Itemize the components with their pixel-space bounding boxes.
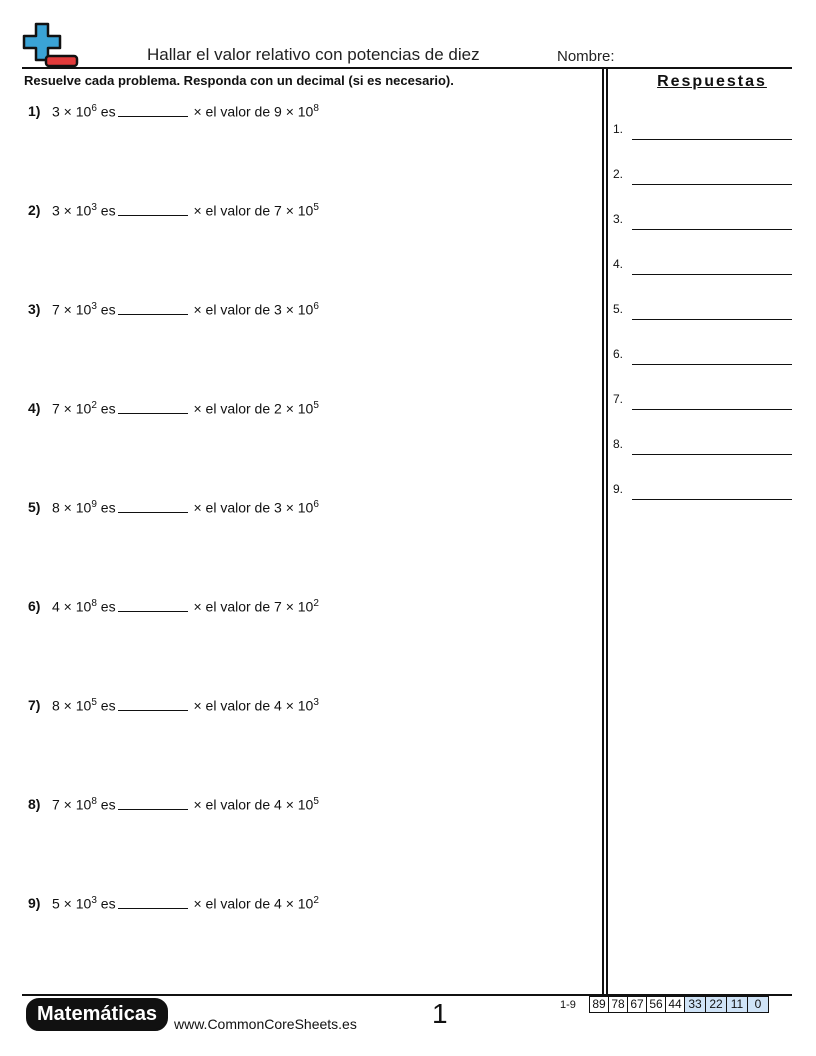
base-b: 9 × 10 — [274, 103, 314, 120]
exponent-a: 3 — [91, 202, 97, 213]
exponent-a: 5 — [91, 697, 97, 708]
relation-text: × el valor de — [193, 598, 271, 615]
relation-text: × el valor de — [193, 400, 271, 417]
exponent-a: 3 — [91, 301, 97, 312]
answer-underline — [632, 274, 792, 275]
relation-text: × el valor de — [193, 301, 271, 318]
answer-blank[interactable] — [118, 797, 188, 810]
base-b: 3 × 10 — [274, 301, 314, 318]
base-a: 5 × 10 — [52, 895, 92, 912]
relation-text: × el valor de — [193, 499, 271, 516]
exponent-a: 3 — [91, 895, 97, 906]
problem-number: 7) — [28, 697, 41, 713]
answer-blank[interactable] — [118, 203, 188, 216]
brand-badge: Matemáticas — [26, 998, 168, 1031]
answers-title: Respuestas — [657, 73, 767, 90]
answer-underline — [632, 229, 792, 230]
answer-blank[interactable] — [118, 599, 188, 612]
answer-line[interactable] — [613, 392, 792, 410]
exponent-b: 2 — [313, 895, 319, 906]
relation-text: × el valor de — [193, 202, 271, 219]
answer-blank[interactable] — [118, 698, 188, 711]
answer-number: 1. — [613, 122, 624, 136]
base-b: 2 × 10 — [274, 400, 314, 417]
exponent-b: 6 — [313, 301, 319, 312]
problem-row — [28, 895, 319, 912]
base-b: 4 × 10 — [274, 697, 314, 714]
answer-underline — [632, 454, 792, 455]
base-a: 3 × 10 — [52, 202, 92, 219]
answer-underline — [632, 319, 792, 320]
answer-number: 5. — [613, 302, 624, 316]
exponent-a: 8 — [91, 598, 97, 609]
score-cell: 44 — [665, 996, 685, 1013]
exponent-b: 2 — [313, 598, 319, 609]
base-b: 4 × 10 — [274, 796, 314, 813]
problem-number: 4) — [28, 400, 41, 416]
connector-text: es — [100, 103, 116, 120]
problem-row — [28, 697, 319, 714]
problem-row — [28, 598, 319, 615]
problem-row — [28, 202, 319, 219]
answer-number: 9. — [613, 482, 624, 496]
score-cell: 56 — [646, 996, 666, 1013]
connector-text: es — [100, 499, 116, 516]
column-divider-right — [606, 68, 608, 995]
answer-underline — [632, 409, 792, 410]
problem-number: 2) — [28, 202, 41, 218]
problem-row — [28, 499, 319, 516]
connector-text: es — [100, 301, 116, 318]
base-a: 7 × 10 — [52, 796, 92, 813]
relation-text: × el valor de — [193, 697, 271, 714]
answer-underline — [632, 364, 792, 365]
connector-text: es — [100, 796, 116, 813]
base-a: 4 × 10 — [52, 598, 92, 615]
answer-blank[interactable] — [118, 302, 188, 315]
answer-line[interactable] — [613, 122, 792, 140]
base-b: 4 × 10 — [274, 895, 314, 912]
problem-number: 5) — [28, 499, 41, 515]
connector-text: es — [100, 895, 116, 912]
site-url: www.CommonCoreSheets.es — [174, 1016, 357, 1032]
answer-blank[interactable] — [118, 896, 188, 909]
base-b: 7 × 10 — [274, 202, 314, 219]
base-a: 8 × 10 — [52, 697, 92, 714]
answer-number: 7. — [613, 392, 624, 406]
score-range: 1-9 — [560, 999, 576, 1011]
answer-underline — [632, 139, 792, 140]
problem-number: 9) — [28, 895, 41, 911]
answer-line[interactable] — [613, 482, 792, 500]
answer-number: 2. — [613, 167, 624, 181]
problem-number: 6) — [28, 598, 41, 614]
header-divider — [22, 67, 792, 69]
problem-number: 3) — [28, 301, 41, 317]
relation-text: × el valor de — [193, 895, 271, 912]
score-cell: 11 — [726, 996, 748, 1013]
answer-number: 4. — [613, 257, 624, 271]
base-a: 7 × 10 — [52, 400, 92, 417]
answer-line[interactable] — [613, 437, 792, 455]
score-cell: 78 — [608, 996, 628, 1013]
base-b: 7 × 10 — [274, 598, 314, 615]
answer-line[interactable] — [613, 167, 792, 185]
base-b: 3 × 10 — [274, 499, 314, 516]
answer-blank[interactable] — [118, 104, 188, 117]
answer-line[interactable] — [613, 212, 792, 230]
exponent-b: 3 — [313, 697, 319, 708]
page-number: 1 — [432, 998, 448, 1029]
problem-row — [28, 103, 319, 120]
connector-text: es — [100, 400, 116, 417]
base-a: 7 × 10 — [52, 301, 92, 318]
score-cell: 22 — [705, 996, 727, 1013]
instructions: Resuelve cada problema. Responda con un decimal (si es necesario). — [24, 73, 454, 88]
answer-number: 3. — [613, 212, 624, 226]
answer-blank[interactable] — [118, 401, 188, 414]
relation-text: × el valor de — [193, 103, 271, 120]
answer-line[interactable] — [613, 347, 792, 365]
problem-row — [28, 400, 319, 417]
exponent-a: 2 — [91, 400, 97, 411]
connector-text: es — [100, 697, 116, 714]
connector-text: es — [100, 598, 116, 615]
answer-line[interactable] — [613, 302, 792, 320]
base-a: 8 × 10 — [52, 499, 92, 516]
problem-number: 8) — [28, 796, 41, 812]
column-divider-left — [602, 68, 604, 995]
score-cell: 0 — [747, 996, 769, 1013]
connector-text: es — [100, 202, 116, 219]
problem-row — [28, 796, 319, 813]
name-label: Nombre: — [557, 48, 615, 65]
answer-underline — [632, 499, 792, 500]
score-cell: 33 — [684, 996, 706, 1013]
exponent-b: 6 — [313, 499, 319, 510]
answer-underline — [632, 184, 792, 185]
exponent-b: 5 — [313, 796, 319, 807]
base-a: 3 × 10 — [52, 103, 92, 120]
answer-number: 8. — [613, 437, 624, 451]
problem-row — [28, 301, 319, 318]
answer-line[interactable] — [613, 257, 792, 275]
page-title: Hallar el valor relativo con potencias de diez — [147, 45, 480, 64]
answer-number: 6. — [613, 347, 624, 361]
plus-minus-logo-icon — [22, 22, 80, 68]
exponent-b: 5 — [313, 400, 319, 411]
exponent-a: 8 — [91, 796, 97, 807]
score-cell: 89 — [589, 996, 609, 1013]
answer-blank[interactable] — [118, 500, 188, 513]
exponent-b: 5 — [313, 202, 319, 213]
exponent-a: 9 — [91, 499, 97, 510]
score-cell: 67 — [627, 996, 647, 1013]
exponent-b: 8 — [313, 103, 319, 114]
relation-text: × el valor de — [193, 796, 271, 813]
problem-number: 1) — [28, 103, 41, 119]
exponent-a: 6 — [91, 103, 97, 114]
